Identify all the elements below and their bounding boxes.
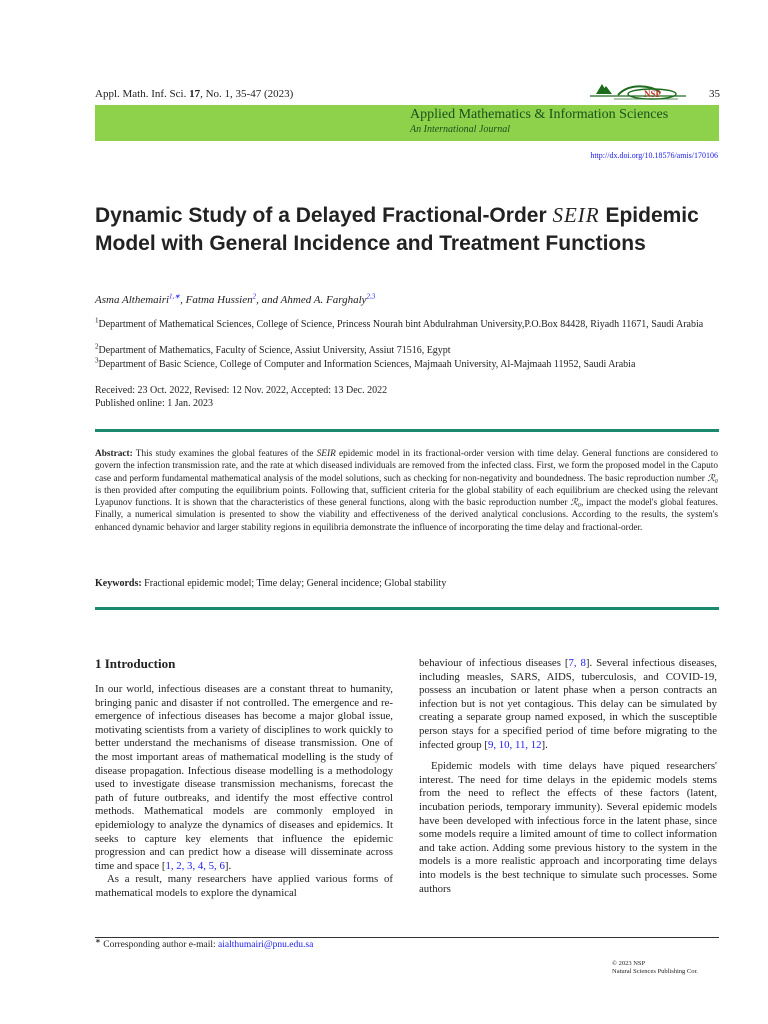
journal-abbrev: Appl. Math. Inf. Sci.	[95, 88, 187, 100]
received-date: Received: 23 Oct. 2022, Revised: 12 Nov. 2022, Accepted: 13 Dec. 2022	[95, 385, 388, 396]
reproduction-number: ℛ₀	[707, 473, 718, 484]
author-sep: , and	[256, 294, 281, 306]
abstract-text: This study examines the global features of the	[132, 449, 317, 459]
volume-number: 17	[189, 88, 201, 100]
keywords-text: Fractional epidemic model; Time delay; General incidence; Global stability	[144, 578, 447, 589]
abstract-math-seir: SEIR	[316, 449, 336, 459]
paragraph-text: ].	[224, 859, 232, 872]
paragraph: Epidemic models with time delays have piqued researchers' interest. The need for time delays in the epidemic models stems from the need to reflect the effects of these factors (latent, incubation periods, temporary immunity). Several epidemic models have been developed with infectious force in the latent phase, since some models require a limited amount of time to collect information and take action. Adding some previous history to the system in the models is a more realistic approach and incorporating time delays into models is the best technique to simulate such processes. Some authors	[419, 760, 717, 895]
journal-reference	[95, 88, 293, 100]
issue-pages: , No. 1, 35-47 (2023)	[200, 88, 294, 100]
journal-subtitle: An International Journal	[410, 124, 510, 135]
publisher-line: Natural Sciences Publishing Cor.	[612, 968, 698, 975]
author-name: Fatma Hussien	[185, 294, 253, 306]
section-heading: 1 Introduction	[95, 656, 176, 671]
author-name: Ahmed A. Farghaly	[280, 294, 367, 306]
author-list	[95, 294, 375, 306]
left-column	[95, 683, 393, 901]
title-math-seir: SEIR	[552, 203, 600, 227]
affiliation-text: Department of Basic Science, College of Computer and Information Sciences, Majmaah University, Al-Majmaah 11952, Saudi Arabia	[98, 359, 636, 370]
title-text-1: Dynamic Study of a Delayed Fractional-Order	[95, 204, 553, 227]
affiliation-number: 3	[95, 356, 99, 365]
footnote	[95, 936, 314, 950]
affiliation-number: 2	[95, 342, 99, 351]
journal-title: Applied Mathematics & Information Sciences	[410, 107, 669, 122]
author-sep: ,	[180, 294, 186, 306]
abstract-text: is then provided after computing the equilibrium points. Following that, sufficient criteria for the global stability of each equilibrium are checked using the relevant Lyapunov functions. It is shown that the characteristics of these general functions, along with the basic reproduction number	[95, 485, 718, 509]
paragraph: As a result, many researchers have applied various forms of mathematical models to explore the dynamical	[95, 873, 393, 899]
footnote-marker: ∗	[95, 936, 101, 945]
footnote-divider	[95, 937, 719, 938]
page-number: 35	[709, 88, 720, 100]
divider	[95, 429, 719, 432]
citation-link[interactable]: 9, 10, 11, 12	[487, 738, 542, 751]
reproduction-number: ℛ₀	[570, 498, 582, 509]
abstract-label: Abstract:	[95, 449, 133, 459]
paragraph	[95, 683, 393, 873]
author-name: Asma Althemairi	[95, 294, 170, 306]
abstract-text: epidemic model in its fractional-order version with time delay. General functions are considered to govern the infection transmission rate, and the rate at which diseased individuals are removed from the infected class. First, we form the proposed model in the Caputo case and perform fundamental mathematical analysis of the model solutions, such as checking for non-negativity and boundedness. The basic reproduction number	[95, 449, 719, 484]
footnote-text: Corresponding author e-mail:	[100, 940, 219, 950]
doi-link[interactable]: http://dx.doi.org/10.18576/amis/170106	[590, 151, 718, 160]
author-affil[interactable]: 2,3	[366, 292, 376, 301]
paper-title	[95, 201, 725, 258]
email-link[interactable]: aialthumairi@pnu.edu.sa	[218, 940, 314, 950]
keywords-label: Keywords:	[95, 578, 142, 589]
nsp-logo	[588, 80, 688, 102]
abstract-text: , impact the model's global features. Finally, a numerical simulation is presented to show the viability and effectiveness of the derived analytical conclusions. According to the results, the system's enhanced dynamic behavior and larger stability regions in equilibria demonstrate the influence of incorporating the time delay and fractional-order.	[95, 498, 718, 533]
copyright	[612, 960, 698, 976]
title-text-2: Epidemic Model with General Incidence and Treatment Functions	[95, 204, 699, 255]
affiliation	[95, 358, 718, 371]
affiliation-number: 1	[95, 316, 99, 325]
affiliation-text: Department of Mathematics, Faculty of Science, Assiut University, Assiut 71516, Egypt	[98, 345, 451, 356]
abstract	[95, 448, 718, 534]
citation-link[interactable]: 1, 2, 3, 4, 5, 6	[165, 859, 225, 872]
author-affil[interactable]: 1,∗	[169, 292, 181, 301]
paragraph	[419, 657, 717, 752]
paragraph-text: behaviour of infectious diseases [	[419, 657, 569, 669]
copyright-line: © 2023 NSP	[612, 960, 646, 967]
right-column	[419, 657, 717, 896]
keywords	[95, 578, 446, 589]
author-affil[interactable]: 2	[252, 292, 257, 301]
divider	[95, 607, 719, 610]
paragraph-text: ].	[541, 738, 548, 751]
affiliation-text: Department of Mathematical Sciences, College of Science, Princess Nourah bint Abdulrahman University,P.O.Box 84428, Riyadh 11671, Saudi Arabia	[98, 319, 704, 330]
affiliation	[95, 344, 718, 357]
paragraph-text: In our world, infectious diseases are a constant threat to humanity, bringing panic and disaster if not controlled. The emergence and re-emergence of infectious diseases has become a major global issue, motivating scientists from a variety of disciplines to work quickly to better understand the mechanisms of disease transmission. One of the most important areas of mathematical modelling is the study of disease propagation. Infectious disease modelling is a methodology used to investigate disease transmission mechanisms, forecast the path of future outbreaks, and identify the most effective control methods. Mathematical models are commonly employed in epidemiology to analyze the dynamics of diseases and epidemics. It seeks to capture key elements that influence the epidemic progression and can predict how a disease will disseminate across time and space [	[95, 683, 393, 872]
publication-dates	[95, 384, 387, 410]
affiliation	[95, 318, 718, 331]
svg-text:NSP: NSP	[644, 89, 662, 99]
paragraph-text: ]. Several infectious diseases, including measles, SARS, AIDS, tuberculosis, and COVID-19, possess an incubation or latent phase when a person contracts an infection but is not yet contagious. This delay can be simulated by creating a separate group named exposed, in which the susceptible person stays for a specified period of time before migrating to the infected group [	[419, 657, 717, 751]
published-date: Published online: 1 Jan. 2023	[95, 398, 214, 409]
citation-link[interactable]: 7, 8	[568, 657, 586, 669]
